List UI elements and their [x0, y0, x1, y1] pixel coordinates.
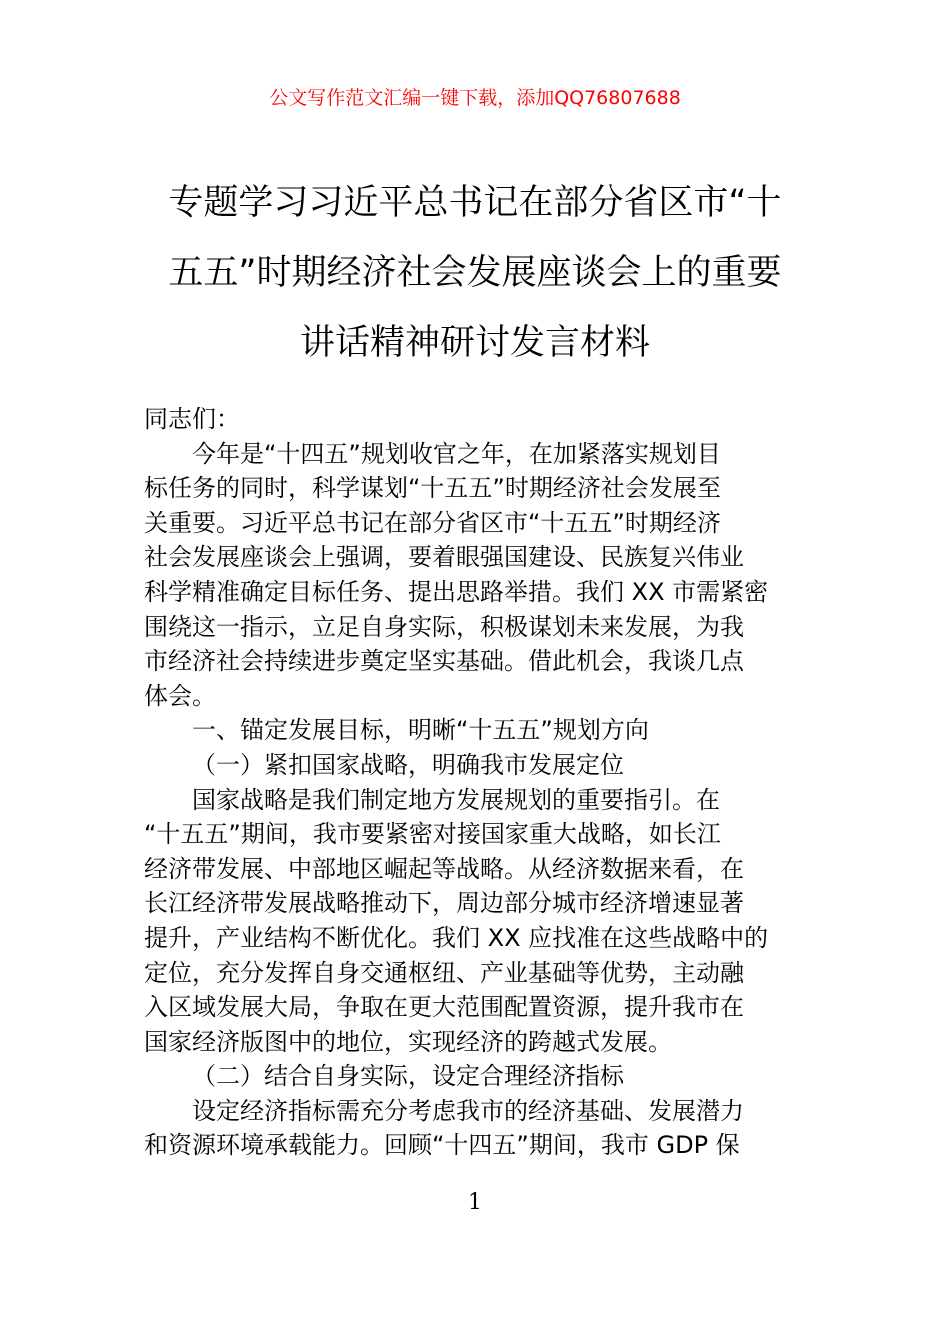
- body-line: 国家战略是我们制定地方发展规划的重要指引。在: [192, 785, 720, 814]
- subsection-heading: （一）紧扣国家战略，明确我市发展定位: [192, 750, 624, 779]
- document-body: [144, 402, 808, 1163]
- body-line: 围绕这一指示，立足自身实际，积极谋划未来发展，为我: [144, 612, 744, 641]
- body-line: 定位，充分发挥自身交通枢纽、产业基础等优势，主动融: [144, 958, 744, 987]
- section-heading: 一、锚定发展目标，明晰“十五五”规划方向: [192, 716, 649, 745]
- title-line: 五五”时期经济社会发展座谈会上的重要: [168, 253, 782, 293]
- body-line: 社会发展座谈会上强调，要着眼强国建设、民族复兴伟业: [144, 543, 744, 572]
- title-line: 专题学习习近平总书记在部分省区市“十: [168, 183, 782, 223]
- body-line: 关重要。习近平总书记在部分省区市“十五五”时期经济: [144, 508, 721, 537]
- body-line: 和资源环境承载能力。回顾“十四五”期间，我市 GDP 保: [144, 1131, 740, 1160]
- title-line: 讲话精神研讨发言材料: [299, 323, 650, 363]
- document-title: [140, 168, 810, 378]
- subsection-heading: （二）结合自身实际，设定合理经济指标: [192, 1062, 624, 1091]
- body-line: 经济带发展、中部地区崛起等战略。从经济数据来看，在: [144, 854, 744, 883]
- body-line: 市经济社会持续进步奠定坚实基础。借此机会，我谈几点: [144, 647, 744, 676]
- body-line: 今年是“十四五”规划收官之年，在加紧落实规划目: [192, 439, 721, 468]
- download-banner: 公文写作范文汇编一键下载，添加QQ76807688: [269, 87, 681, 109]
- body-line: 设定经济指标需充分考虑我市的经济基础、发展潜力: [192, 1096, 744, 1125]
- body-line: 长江经济带发展战略推动下，周边部分城市经济增速显著: [144, 889, 744, 918]
- body-line: 提升，产业结构不断优化。我们 XX 应找准在这些战略中的: [144, 923, 769, 952]
- body-line: 入区域发展大局，争取在更大范围配置资源，提升我市在: [144, 993, 744, 1022]
- body-line: 科学精准确定目标任务、提出思路举措。我们 XX 市需紧密: [144, 577, 769, 606]
- body-line: 体会。: [144, 681, 216, 710]
- body-line: 国家经济版图中的地位，实现经济的跨越式发展。: [144, 1027, 672, 1056]
- salutation: 同志们：: [144, 405, 240, 433]
- body-line: “十五五”期间，我市要紧密对接国家重大战略，如长江: [144, 820, 721, 849]
- page-number: 1: [468, 1190, 482, 1215]
- body-line: 标任务的同时，科学谋划“十五五”时期经济社会发展至: [144, 474, 721, 503]
